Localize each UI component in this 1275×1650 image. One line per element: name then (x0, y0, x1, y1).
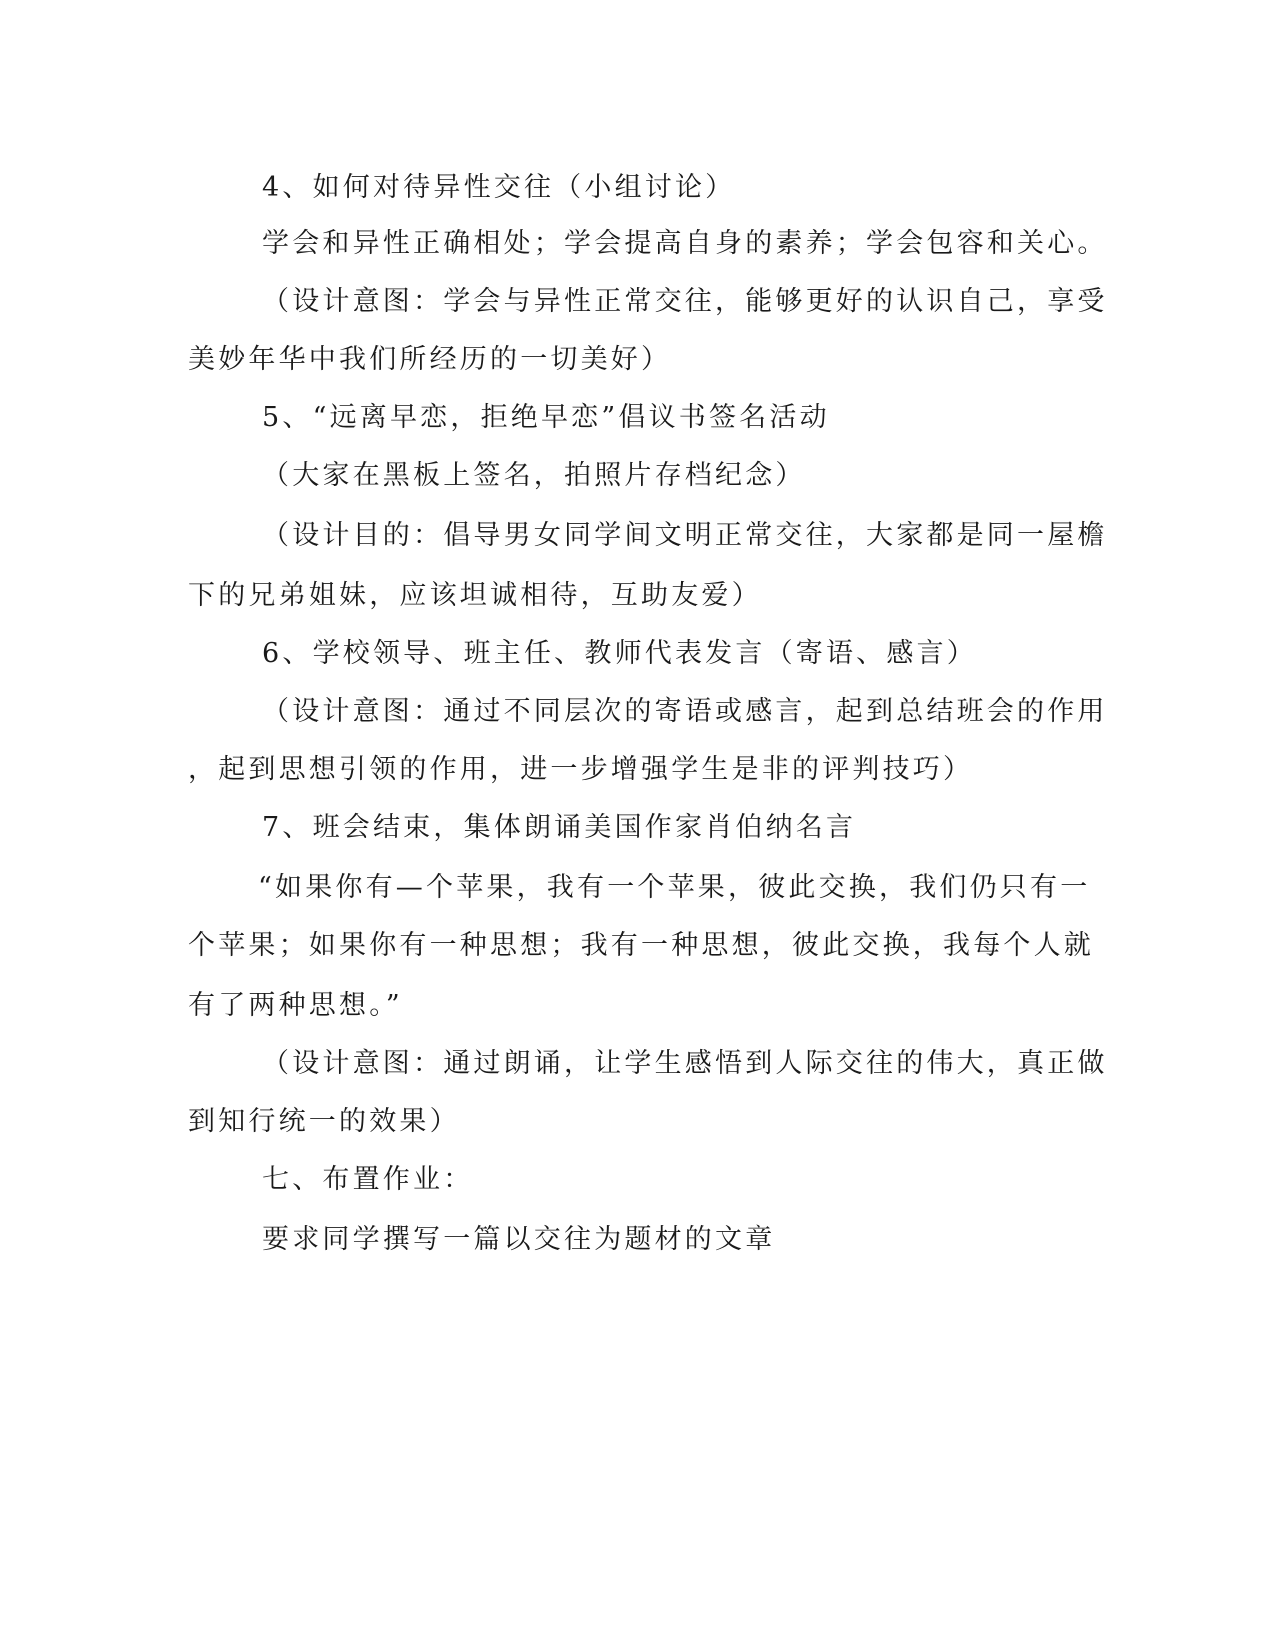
item-7-heading: 7、班会结束，集体朗诵美国作家肖伯纳名言 (262, 812, 857, 843)
item-6-heading: 6、学校领导、班主任、教师代表发言（寄语、感言） (262, 638, 977, 669)
item-5-design-purpose-line-2: 下的兄弟姐妹，应该坦诚相待，互助友爱） (188, 580, 762, 611)
item-5-design-purpose-line-1: （设计目的：倡导男女同学间文明正常交往，大家都是同一屋檐 (262, 520, 1108, 551)
item-4-content: 学会和异性正确相处；学会提高自身的素养；学会包容和关心。 (262, 228, 1108, 259)
item-7-design-intent-line-1: （设计意图：通过朗诵，让学生感悟到人际交往的伟大，真正做 (262, 1048, 1108, 1079)
item-6-design-intent-line-1: （设计意图：通过不同层次的寄语或感言，起到总结班会的作用 (262, 696, 1108, 727)
item-4-heading: 4、如何对待异性交往（小组讨论） (262, 172, 736, 203)
item-5-heading: 5、“远离早恋，拒绝早恋”倡议书签名活动 (262, 402, 830, 433)
item-5-activity-note: （大家在黑板上签名，拍照片存档纪念） (262, 460, 806, 491)
section-7-heading: 七、布置作业： (262, 1164, 474, 1195)
quote-line-1: “如果你有—个苹果，我有一个苹果，彼此交换，我们仍只有一 (258, 872, 1091, 903)
quote-line-2: 个苹果；如果你有一种思想；我有一种思想，彼此交换，我每个人就 (188, 930, 1094, 961)
item-4-design-intent-line-2: 美妙年华中我们所经历的一切美好） (188, 344, 672, 375)
item-6-design-intent-line-2: ，起到思想引领的作用，进一步增强学生是非的评判技巧） (188, 754, 974, 785)
quote-line-3: 有了两种思想。” (188, 990, 403, 1021)
item-4-design-intent-line-1: （设计意图：学会与异性正常交往，能够更好的认识自己，享受 (262, 286, 1108, 317)
homework-content: 要求同学撰写一篇以交往为题材的文章 (262, 1224, 776, 1255)
item-7-design-intent-line-2: 到知行统一的效果） (188, 1106, 460, 1137)
